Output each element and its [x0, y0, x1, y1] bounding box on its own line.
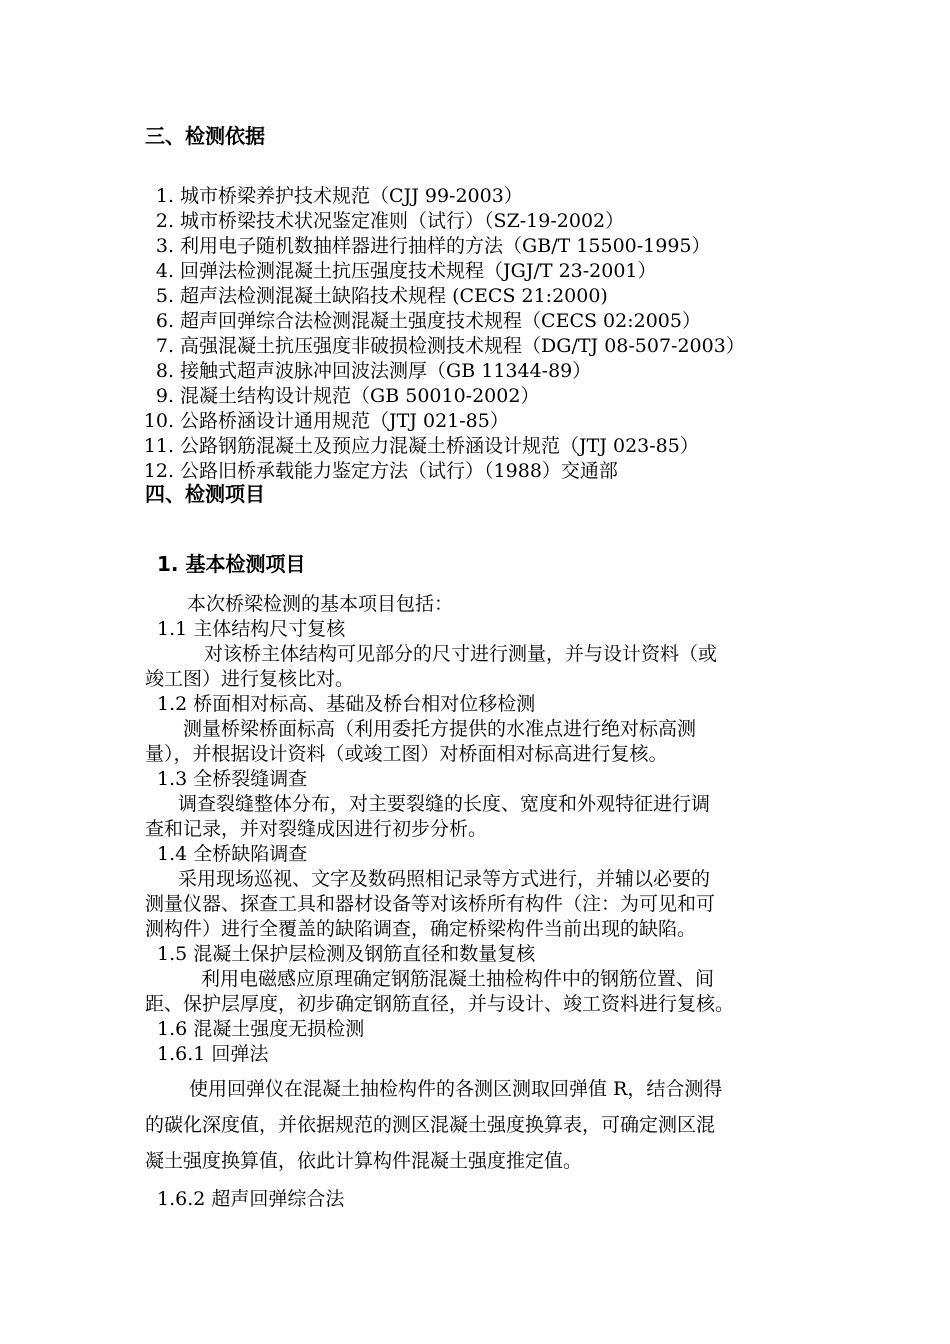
section-1-3-title: 1.3 全桥裂缝调查 [157, 768, 308, 790]
section-1-1-title: 1.1 主体结构尺寸复核 [157, 618, 346, 640]
list-item: 4. 回弹法检测混凝土抗压强度技术规程（JGJ/T 23-2001） [155, 260, 657, 282]
list-item: 9. 混凝土结构设计规范（GB 50010-2002） [155, 385, 540, 407]
paragraph-line: 量），并根据设计资料（或竣工图）对桥面相对标高进行复核。 [145, 743, 668, 765]
list-item: 7. 高强混凝土抗压强度非破损检测技术规程（DG/TJ 08-507-2003） [155, 335, 745, 357]
paragraph-line: 调查裂缝整体分布，对主要裂缝的长度、宽度和外观特征进行调 [178, 793, 711, 815]
section-1-5-title: 1.5 混凝土保护层检测及钢筋直径和数量复核 [157, 943, 536, 965]
paragraph-line: 距、保护层厚度，初步确定钢筋直径，并与设计、竣工资料进行复核。 [145, 993, 735, 1015]
list-item: 11. 公路钢筋混凝土及预应力混凝土桥涵设计规范（JTJ 023-85） [143, 435, 699, 457]
paragraph-line: 测量仪器、探查工具和器材设备等对该桥所有构件（注：为可见和可 [145, 893, 716, 915]
paragraph-line: 凝土强度换算值，依此计算构件混凝土强度推定值。 [145, 1150, 583, 1172]
section-3-heading: 三、检测依据 [145, 124, 265, 148]
section-1-6-title: 1.6 混凝土强度无损检测 [157, 1018, 365, 1040]
list-item: 5. 超声法检测混凝土缺陷技术规程 (CECS 21:2000) [155, 285, 608, 307]
paragraph-line: 测构件）进行全覆盖的缺陷调查，确定桥梁构件当前出现的缺陷。 [145, 918, 697, 940]
list-item: 10. 公路桥涵设计通用规范（JTJ 021-85） [143, 410, 509, 432]
paragraph-line: 利用电磁感应原理确定钢筋混凝土抽检构件中的钢筋位置、间 [201, 968, 715, 990]
paragraph-line: 对该桥主体结构可见部分的尺寸进行测量，并与设计资料（或 [204, 643, 718, 665]
paragraph-line: 的碳化深度值，并依据规范的测区混凝土强度换算表，可确定测区混 [145, 1114, 716, 1136]
section-4-heading: 四、检测项目 [145, 482, 265, 506]
section-1-6-2-title: 1.6.2 超声回弹综合法 [157, 1188, 345, 1210]
section-1-2-title: 1.2 桥面相对标高、基础及桥台相对位移检测 [157, 693, 536, 715]
list-item: 12. 公路旧桥承载能力鉴定方法（试行）（1988）交通部 [143, 460, 618, 482]
list-item: 6. 超声回弹综合法检测混凝土强度技术规程（CECS 02:2005） [155, 310, 701, 332]
paragraph-line: 使用回弹仪在混凝土抽检构件的各测区测取回弹值 R，结合测得 [189, 1078, 723, 1100]
list-item: 3. 利用电子随机数抽样器进行抽样的方法（GB/T 15500-1995） [155, 235, 711, 257]
paragraph-line: 采用现场巡视、文字及数码照相记录等方式进行，并辅以必要的 [178, 868, 711, 890]
paragraph-line: 测量桥梁桥面标高（利用委托方提供的水准点进行绝对标高测 [183, 718, 697, 740]
intro-paragraph: 本次桥梁检测的基本项目包括： [187, 593, 454, 615]
paragraph-line: 竣工图）进行复核比对。 [145, 668, 355, 690]
subsection-1-heading: 1. 基本检测项目 [157, 552, 306, 576]
list-item: 1. 城市桥梁养护技术规范（CJJ 99-2003） [155, 185, 523, 207]
list-item: 2. 城市桥梁技术状况鉴定准则（试行）（SZ-19-2002） [155, 210, 625, 232]
list-item: 8. 接触式超声波脉冲回波法测厚（GB 11344-89） [155, 360, 592, 382]
paragraph-line: 查和记录，并对裂缝成因进行初步分析。 [145, 818, 488, 840]
section-1-6-1-title: 1.6.1 回弹法 [157, 1043, 269, 1065]
section-1-4-title: 1.4 全桥缺陷调查 [157, 843, 308, 865]
